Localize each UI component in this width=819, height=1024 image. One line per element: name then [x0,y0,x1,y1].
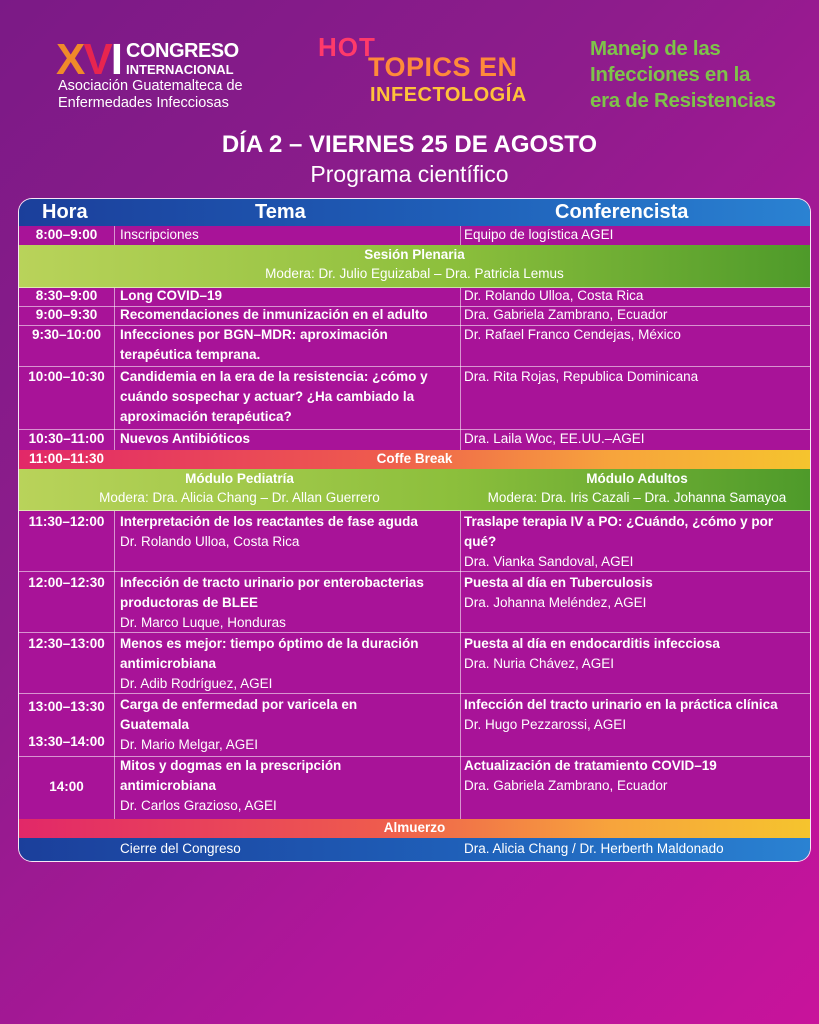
congress-logo [56,35,256,116]
logo-internacional: INTERNACIONAL [126,62,234,77]
table-row: 12:00–12:30 Infección de tracto urinario por enterobacterias productoras de BLEE Dr. Marco Luque, Honduras Puesta al día en Tuberculosis Dra. Johanna Meléndez, AGEI [19,571,810,633]
header-conferencista: Conferencista [555,201,689,223]
table-row: 8:30–9:00 Long COVID–19 Dr. Rolando Ulloa, Costa Rica [19,287,810,307]
table-row: 12:30–13:00 Menos es mejor: tiempo óptimo de la duración antimicrobiana Dr. Adib Rodríguez, AGEI Puesta al día en endocarditis infecciosa Dra. Nuria Chávez, AGEI [19,632,810,694]
table-row: 8:00–9:00 Inscripciones Equipo de logística AGEI [19,226,810,246]
coffee-break-band: 11:00–11:30 Coffe Break [19,450,810,470]
page-title: DÍA 2 – VIERNES 25 DE AGOSTO [221,131,598,158]
table-row: 10:00–10:30 Candidemia en la era de la resistencia: ¿cómo y cuándo sospechar y actuar? ¿Ha cambiado la aproximación terapéutica? Dra. Rita Rojas, Republica Dominicana [19,366,810,430]
logo-congreso: CONGRESO [126,40,239,62]
table-row: 10:30–11:00 Nuevos Antibióticos Dra. Laila Woc, EE.UU.–AGEI [19,429,810,451]
plenary-session-band: Sesión Plenaria Modera: Dr. Julio Eguizabal – Dra. Patricia Lemus [19,245,810,288]
logo-association: Asociación Guatemalteca de Enfermedades Infecciosas [58,78,243,111]
table-row: 11:30–12:00 Interpretación de los reactantes de fase aguda Dr. Rolando Ulloa, Costa Rica Traslape terapia IV a PO: ¿Cuándo, ¿cómo y por qué? Dra. Vianka Sandoval, AGEI [19,510,810,572]
table-header [19,199,810,226]
table-row: 13:00–13:30 13:30–14:00 Carga de enfermedad por varicela en Guatemala Dr. Mario Melgar, AGEI Infección del tracto urinario en la práctica clínica Dr. Hugo Pezzarossi, AGEI [19,693,810,757]
program-table [18,198,811,862]
header-hora: Hora [42,201,88,223]
theme-logo: Manejo de las Infecciones en la era de Resistencias [590,37,776,112]
table-row: 9:30–10:00 Infecciones por BGN–MDR: aproximación terapéutica temprana. Dr. Rafael Franco Cendejas, México [19,325,810,367]
hot-topics-logo: HOT TOPICS EN INFECTOLOGÍA [318,32,527,106]
closing-row: Cierre del Congreso Dra. Alicia Chang / Dr. Herberth Maldonado [19,838,810,861]
page-subtitle: Programa científico [310,161,509,187]
table-row: 14:00 Mitos y dogmas en la prescripción antimicrobiana Dr. Carlos Grazioso, AGEI Actualización de tratamiento COVID–19 Dra. Gabriela Zambrano, Ecuador [19,756,810,820]
table-row: 9:00–9:30 Recomendaciones de inmunización en el adulto Dra. Gabriela Zambrano, Ecuador [19,306,810,326]
roman-numeral-xvi: XVI [56,35,121,84]
lunch-band: Almuerzo [19,819,810,839]
modules-band: Módulo Pediatría Modera: Dra. Alicia Chang – Dr. Allan Guerrero Módulo Adultos Modera: Dra. Iris Cazali – Dra. Johanna Samayoa [19,469,810,511]
header-tema: Tema [255,201,306,223]
